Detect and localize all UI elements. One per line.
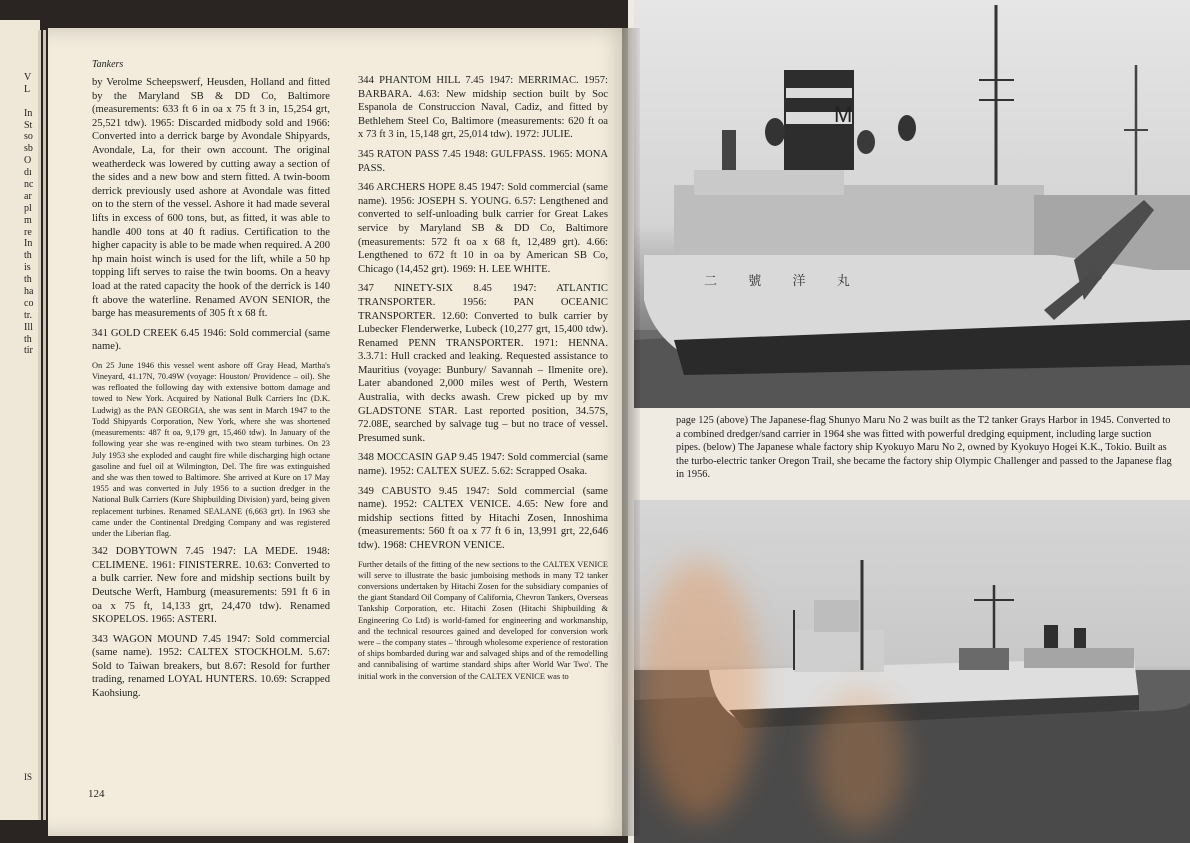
previous-page-fragment: In	[24, 107, 33, 119]
running-head: Tankers	[92, 59, 124, 70]
previous-page-fragment: so	[24, 131, 33, 143]
entry-paragraph: 346 ARCHERS HOPE 8.45 1947: Sold commercial (same name). 1956: JOSEPH S. YOUNG. 6.57: Lengthened and converted to self-unloading bulk carrier for Great Lakes service by Maryland SB & DD Co, Baltimore (measurements: 572 ft oa x 68 ft, 12,489 grt). 4.66: Lengthened to 672 ft 10 in oa by American SB Co, Chicago (14,452 grt). 1969: H. LEE WHITE.	[358, 182, 608, 275]
entry-paragraph: 349 CABUSTO 9.45 1947: Sold commercial (same name). 1952: CALTEX VENICE. 4.65: New fore and midship sections fitted by Hitachi Zosen, Innoshima (measurements: 560 ft oa x 77 ft 6 in, 13,991 grt, 22,646 tdw). 1968: CHEVRON VENICE.	[358, 485, 608, 551]
light-glare	[640, 560, 760, 820]
previous-page-fragment: re	[24, 226, 32, 238]
previous-page-fragment: nc	[24, 179, 34, 191]
previous-page-fragment: ha	[24, 286, 34, 298]
previous-page-fragment: tir	[24, 345, 33, 357]
previous-page-fragment: pl	[24, 202, 32, 214]
previous-page-fragment: O	[24, 155, 32, 167]
previous-page-fragment: sb	[24, 143, 33, 155]
book-gutter	[622, 28, 640, 836]
previous-page-fragment: St	[24, 119, 33, 131]
entry-paragraph: 345 RATON PASS 7.45 1948: GULFPASS. 1965: MONA PASS.	[358, 148, 608, 174]
previous-page-fragment: ar	[24, 190, 32, 202]
previous-page-fragment: In	[24, 238, 33, 250]
entry-paragraph: 344 PHANTOM HILL 7.45 1947: MERRIMAC. 1957: BARBARA. 4.63: New midship section built by Soc Espanola de Construccion Naval, Cadiz, and fitted by Bethlehem Steel Co, Baltimore (measurements: 620 ft oa x 73 ft 3 in, 15,148 grt, 25,014 tdw). 1972: JULIE.	[358, 75, 608, 141]
previous-page-fragment: L	[24, 83, 31, 95]
entry-paragraph: 343 WAGON MOUND 7.45 1947: Sold commercial (same name). 1952: CALTEX STOCKHOLM. 5.67: Sold to Taiwan breakers, but 8.67: Resold for further trading, renamed LOYAL HUNTERS. 10.69: Scrapped Kaohsiung.	[92, 633, 330, 700]
photo-dredger-ship	[634, 0, 1190, 408]
left-page	[48, 28, 636, 836]
entry-paragraph: 342 DOBYTOWN 7.45 1947: LA MEDE. 1948: CELIMENE. 1961: FINISTERRE. 10.63: Converted to a bulk carrier. New fore and midship sections built by Deutsche Werft, Hamburg (measurements: 591 ft 6 in oa x 75 ft, 14,133 grt, 24,470 tdw). Renamed SKOPELOS. 1965: ASTERI.	[92, 546, 330, 626]
previous-page-fragment: co	[24, 297, 34, 309]
text-column-right	[358, 74, 608, 688]
entry-paragraph: by Verolme Scheepswerf, Heusden, Holland and fitted by the Maryland SB & DD Co, Baltimore (measurements: 633 ft 6 in oa x 75 ft 3 in, 15,254 grt, 25,521 tdw). 1965: Discarded midbody sold and 1966: Converted into a derrick barge by Avondale Shipyards, Avondale, La, for their own account. The original weatherdeck was lowered by cutting away a section of the sides and a new bow and stern fitted. A twin-boom derrick previously used ashore at Avondale was fitted on to the stern of the vessel. Ashore it had made several lifts in excess of 600 tons, but, as fitted, it was able to handle 400 tons at 40 ft radius. Certification to the higher capacity is able to be made when required. A 200 hp main hoist winch is used for the lift, while a 50 hp topping lift serves to raise the twin booms. On a heavy load at the rated capacity the hook of the derrick is 140 ft above the waterline. Renamed AVON SENIOR, the barge has measurements of 305 ft x 68 ft.	[92, 77, 330, 320]
narrative-paragraph: On 25 June 1946 this vessel went ashore off Gray Head, Martha's Vineyard, 41.17N, 70.49W (voyage: Houston/ Providence – oil). She was refloated the following day with extensive bottom damage and towed to New York. Acquired by National Bulk Carriers Inc (D.K. Ludwig) as the PAN GEORGIA, she was sent in March 1947 to the Todd Shipyards Corporation, New York, where she was shortened (measurements: 487 ft oa, 9,179 grt, 15,460 tdw). In January of the following year she was re-engined with two steam turbines. On 23 July 1953 she exploded and caught fire while discharging high octane gasoline and fuel oil at Wilmington, Del. The fire was extinguished and she was then towed to Baltimore. She arrived at Kure on 17 May 1955 and was converted in July 1956 to a suction dredger in the National Bulk Carriers (Kure Shipbuilding Division) yard, being given replacement turbines. Renamed SEALANE (6,663 grt). In 1963 she came under the Continental Dredging Company and was registered under the Liberian flag.	[92, 360, 330, 538]
entry-paragraph: 348 MOCCASIN GAP 9.45 1947: Sold commercial (same name). 1952: CALTEX SUEZ. 5.62: Scrapped Osaka.	[358, 452, 608, 478]
previous-page-fragment: th	[24, 333, 32, 345]
previous-page-footer: IS	[24, 772, 33, 782]
entry-paragraph: 341 GOLD CREEK 6.45 1946: Sold commercial (same name).	[92, 327, 330, 353]
dredger-ship-illustration	[634, 0, 1190, 408]
previous-page-fragment: dı	[24, 167, 32, 179]
previous-page-edge	[0, 20, 40, 820]
previous-page-fragment: m	[24, 214, 32, 226]
funnel-letter: M	[834, 102, 853, 127]
page-number: 124	[88, 788, 105, 800]
page-edge	[43, 30, 46, 820]
previous-page-fragment: th	[24, 274, 32, 286]
hull-characters: 二 號 洋 丸	[704, 273, 864, 288]
narrative-paragraph: Further details of the fitting of the new sections to the CALTEX VENICE will serve to illustrate the basic jumboising methods in many T2 tanker conversions undertaken by Hitachi Zosen for the subsidiary companies of the giant Standard Oil Company of California, Chevron Tankers, Overseas Tankship Corporation, etc. Hitachi Zosen (Hitachi Shipbuilding & Engineering Co Ltd) is world-famed for engineering and workmanship, and the technical resources gained and developed for conversion work were – the company states – 'through wholesome experience of restoration of ships bombarded during war and salvaged ships and of the remodelling and cannibalising of wartime standard ships after World War Two'. The initial work in the conversion of the CALTEX VENICE was to	[358, 559, 608, 681]
entry-paragraph: 347 NINETY-SIX 8.45 1947: ATLANTIC TRANSPORTER. 1956: PAN OCEANIC TRANSPORTER. 12.60: Converted to bulk carrier by Lubecker Flenderwerke, Lubeck (10,277 grt, 15,400 tdw). Renamed PENN TRANSPORTER. 1971: HENNA. 3.3.71: Hull cracked and leaking. Requested assistance to Mauritius (voyage: Bunbury/ Savannah – Ilmenite ore). Later abandoned 2,000 miles west of Perth, Western Australia, with decks awash. Crew picked up by mv GLADSTONE STAR. Last reported position, 34.57S, 72.08E, searched by salvage tug – but no trace of vessel. Presumed sunk.	[358, 283, 608, 444]
previous-page-fragment: is	[24, 262, 31, 274]
previous-page-fragment: V	[24, 72, 32, 83]
photo-caption: page 125 (above) The Japanese-flag Shunyo Maru No 2 was built as the T2 tanker Grays Harbor in 1945. Converted to a combined dredger/sand carrier in 1964 she was fitted with powerful dredging equipment, including large suction pipes. (below) The Japanese whale factory ship Kyokuyo Maru No 2, owned by Kyokuyo Hogei K.K., Tokio. Built as the turbo-electric tanker Oregon Trail, she became the factory ship Olympic Challenger and passed to the Japanese flag in 1956.	[676, 415, 1172, 481]
previous-page-fragment: th	[24, 250, 32, 262]
previous-page-fragment: Ill	[24, 321, 33, 333]
text-column-left	[92, 76, 330, 707]
page-edge	[38, 30, 41, 820]
light-glare	[815, 690, 905, 830]
previous-page-fragment: tr.	[24, 309, 33, 321]
